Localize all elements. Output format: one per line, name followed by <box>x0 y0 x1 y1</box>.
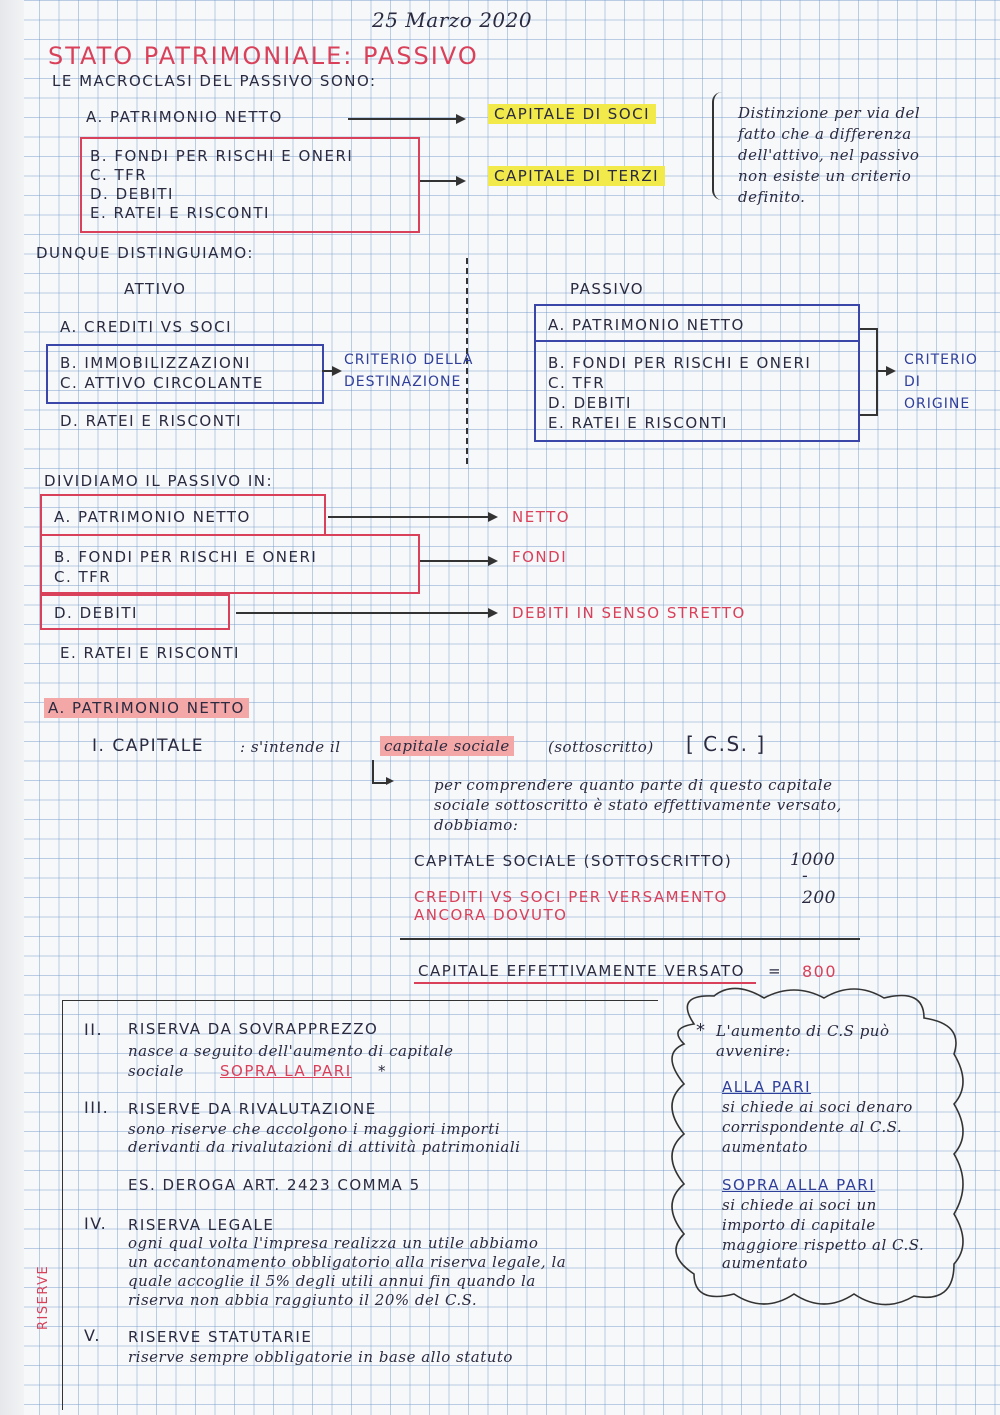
s2-attivo-criterion-2: DESTINAZIONE <box>344 374 462 390</box>
s4-hook-arrowhead <box>386 777 394 785</box>
s3-target-netto: NETTO <box>512 508 571 526</box>
s1-arrowhead-a <box>456 114 466 124</box>
calc-result-value: 800 <box>802 962 838 981</box>
calc-row2-label-2: ANCORA DOVUTO <box>414 906 568 924</box>
s1-item-c: C. TFR <box>90 166 148 184</box>
calc-row1-label: CAPITALE SOCIALE (SOTTOSCRITTO) <box>414 852 733 870</box>
res-iv-line-1: ogni qual volta l'impresa realizza un utile abbiamo <box>128 1234 539 1252</box>
res-iv-line-4: riserva non abbia raggiunto il 20% del C.S. <box>128 1291 478 1309</box>
calc-equals: = <box>768 962 783 980</box>
s3-arrowhead-fondi <box>488 556 498 566</box>
calc-rule <box>400 938 860 940</box>
res-iii-line-2: derivanti da rivalutazioni di attività patrimoniali <box>128 1138 521 1156</box>
s3-target-debiti: DEBITI IN SENSO STRETTO <box>512 604 746 622</box>
s1-arrowhead-terzi <box>456 176 466 186</box>
s1-item-d: D. DEBITI <box>90 185 174 203</box>
res-iii-num: III. <box>84 1098 110 1117</box>
s2-passivo-b: B. FONDI PER RISCHI E ONERI <box>548 354 812 372</box>
calc-row2-label-1: CREDITI VS SOCI PER VERSAMENTO <box>414 888 728 906</box>
cloud-sopra-4: aumentato <box>722 1254 808 1272</box>
s2-passivo-a: A. PATRIMONIO NETTO <box>548 316 745 334</box>
s2-attivo-b: B. IMMOBILIZZAZIONI <box>60 354 251 372</box>
s2-passivo-e: E. RATEI E RISCONTI <box>548 414 728 432</box>
s1-note-4: non esiste un criterio <box>738 167 912 185</box>
s1-arrow-a <box>348 118 458 120</box>
intro-text: LE MACROCLASI DEL PASSIVO SONO: <box>52 72 377 90</box>
s3-item-d: D. DEBITI <box>54 604 138 622</box>
res-iv-num: IV. <box>84 1214 108 1233</box>
reserves-left-rule <box>62 1000 63 1410</box>
cloud-pari-1: si chiede ai soci denaro <box>722 1098 913 1116</box>
s1-note-1: Distinzione per via del <box>738 104 921 122</box>
s2-attivo-c: C. ATTIVO CIRCOLANTE <box>60 374 264 392</box>
res-v-title: RISERVE STATUTARIE <box>128 1328 313 1346</box>
s2-passivo-title: PASSIVO <box>570 280 645 298</box>
reserves-top-rule <box>62 1000 658 1001</box>
res-ii-tail-pre: sociale <box>128 1062 185 1080</box>
s2-passivo-criterion-3: ORIGINE <box>904 396 971 412</box>
cloud-sopra-2: importo di capitale <box>722 1216 876 1234</box>
calc-result-label: CAPITALE EFFETTIVAMENTE VERSATO <box>418 962 745 980</box>
s1-brace <box>712 92 726 200</box>
res-ii-num: II. <box>84 1020 104 1039</box>
s3-target-fondi: FONDI <box>512 548 568 566</box>
res-ii-title: RISERVA DA SOVRAPPREZZO <box>128 1020 379 1038</box>
s3-arrow-fondi <box>420 560 490 562</box>
res-iii-example: ES. DEROGA ART. 2423 COMMA 5 <box>128 1176 421 1194</box>
s2-attivo-arrowhead <box>332 366 342 376</box>
s4-capitale-def-hl: capitale sociale <box>380 736 514 756</box>
s4-cs-abbr: [ C.S. ] <box>686 732 766 756</box>
cloud-pari-title: ALLA PARI <box>722 1078 812 1096</box>
s4-capitale-def-post: (sottoscritto) <box>548 738 654 756</box>
s4-heading: A. PATRIMONIO NETTO <box>44 698 249 718</box>
res-ii-tail-hl: SOPRA LA PARI <box>220 1062 352 1080</box>
res-v-line-1: riserve sempre obbligatorie in base allo statuto <box>128 1348 513 1366</box>
s4-explain-1: per comprendere quanto parte di questo capitale <box>434 776 833 794</box>
s2-heading: DUNQUE DISTINGUIAMO: <box>36 244 254 262</box>
s2-passivo-d: D. DEBITI <box>548 394 632 412</box>
s1-item-b: B. FONDI PER RISCHI E ONERI <box>90 147 354 165</box>
s3-arrow-netto <box>328 516 490 518</box>
res-iv-line-3: quale accoglie il 5% degli utili annui fin quando la <box>128 1272 536 1290</box>
s2-passivo-c: C. TFR <box>548 374 606 392</box>
reserves-side-label: RISERVE <box>36 1264 51 1330</box>
s4-capitale-def-pre: : s'intende il <box>240 738 341 756</box>
page-title: STATO PATRIMONIALE: PASSIVO <box>48 42 479 70</box>
s3-item-a: A. PATRIMONIO NETTO <box>54 508 251 526</box>
s3-arrow-debiti <box>236 612 490 614</box>
s2-passivo-box-divider <box>536 340 858 342</box>
cloud-intro-2: avvenire: <box>716 1042 791 1060</box>
label-capitale-soci: CAPITALE DI SOCI <box>488 104 656 124</box>
s3-arrowhead-netto <box>488 512 498 522</box>
s4-explain-3: dobbiamo: <box>434 816 519 834</box>
s3-arrowhead-debiti <box>488 608 498 618</box>
calc-minus: - <box>802 866 810 885</box>
s4-capitale-label: I. CAPITALE <box>92 736 204 756</box>
s2-passivo-criterion-1: CRITERIO <box>904 352 978 368</box>
s2-attivo-title: ATTIVO <box>124 280 187 298</box>
label-capitale-terzi: CAPITALE DI TERZI <box>488 166 665 186</box>
res-iii-title: RISERVE DA RIVALUTAZIONE <box>128 1100 377 1118</box>
cloud-star: * <box>696 1020 707 1041</box>
cloud-pari-2: corrispondente al C.S. <box>722 1118 903 1136</box>
res-iv-line-2: un accantonamento obbligatorio alla riserva legale, la <box>128 1253 567 1271</box>
s4-explain-2: sociale sottoscritto è stato effettivamente versato, <box>434 796 842 814</box>
s1-arrow-terzi <box>420 180 458 182</box>
s2-passivo-criterion-2: DI <box>904 374 921 390</box>
calc-row1-value: 1000 <box>790 850 836 870</box>
res-iii-line-1: sono riserve che accolgono i maggiori importi <box>128 1120 501 1138</box>
s1-item-e: E. RATEI E RISCONTI <box>90 204 270 222</box>
res-ii-star: * <box>378 1062 387 1080</box>
date: 25 Marzo 2020 <box>372 8 533 32</box>
calc-row2-value: 200 <box>802 888 836 908</box>
s1-note-5: definito. <box>738 188 806 206</box>
s3-item-e: E. RATEI E RISCONTI <box>60 644 240 662</box>
s2-attivo-a: A. CREDITI VS SOCI <box>60 318 233 336</box>
s2-passivo-arrowhead <box>886 366 896 376</box>
res-v-num: V. <box>84 1326 101 1345</box>
s2-attivo-d: D. RATEI E RISCONTI <box>60 412 243 430</box>
res-ii-line-1: nasce a seguito dell'aumento di capitale <box>128 1042 454 1060</box>
notebook-binding <box>0 0 24 1415</box>
s3-item-c: C. TFR <box>54 568 112 586</box>
s1-note-2: fatto che a differenza <box>738 125 912 143</box>
s3-heading: DIVIDIAMO IL PASSIVO IN: <box>44 472 274 490</box>
s2-attivo-criterion-1: CRITERIO DELLA <box>344 352 474 368</box>
s1-item-a: A. PATRIMONIO NETTO <box>86 108 283 126</box>
cloud-sopra-1: si chiede ai soci un <box>722 1196 877 1214</box>
s1-note-3: dell'attivo, nel passivo <box>738 146 920 164</box>
s2-passivo-bracket <box>860 328 878 416</box>
cloud-intro-1: L'aumento di C.S può <box>716 1022 890 1040</box>
s3-item-b: B. FONDI PER RISCHI E ONERI <box>54 548 318 566</box>
cloud-pari-3: aumentato <box>722 1138 808 1156</box>
cloud-sopra-3: maggiore rispetto al C.S. <box>722 1236 925 1254</box>
res-iv-title: RISERVA LEGALE <box>128 1216 275 1234</box>
cloud-sopra-title: SOPRA ALLA PARI <box>722 1176 876 1194</box>
